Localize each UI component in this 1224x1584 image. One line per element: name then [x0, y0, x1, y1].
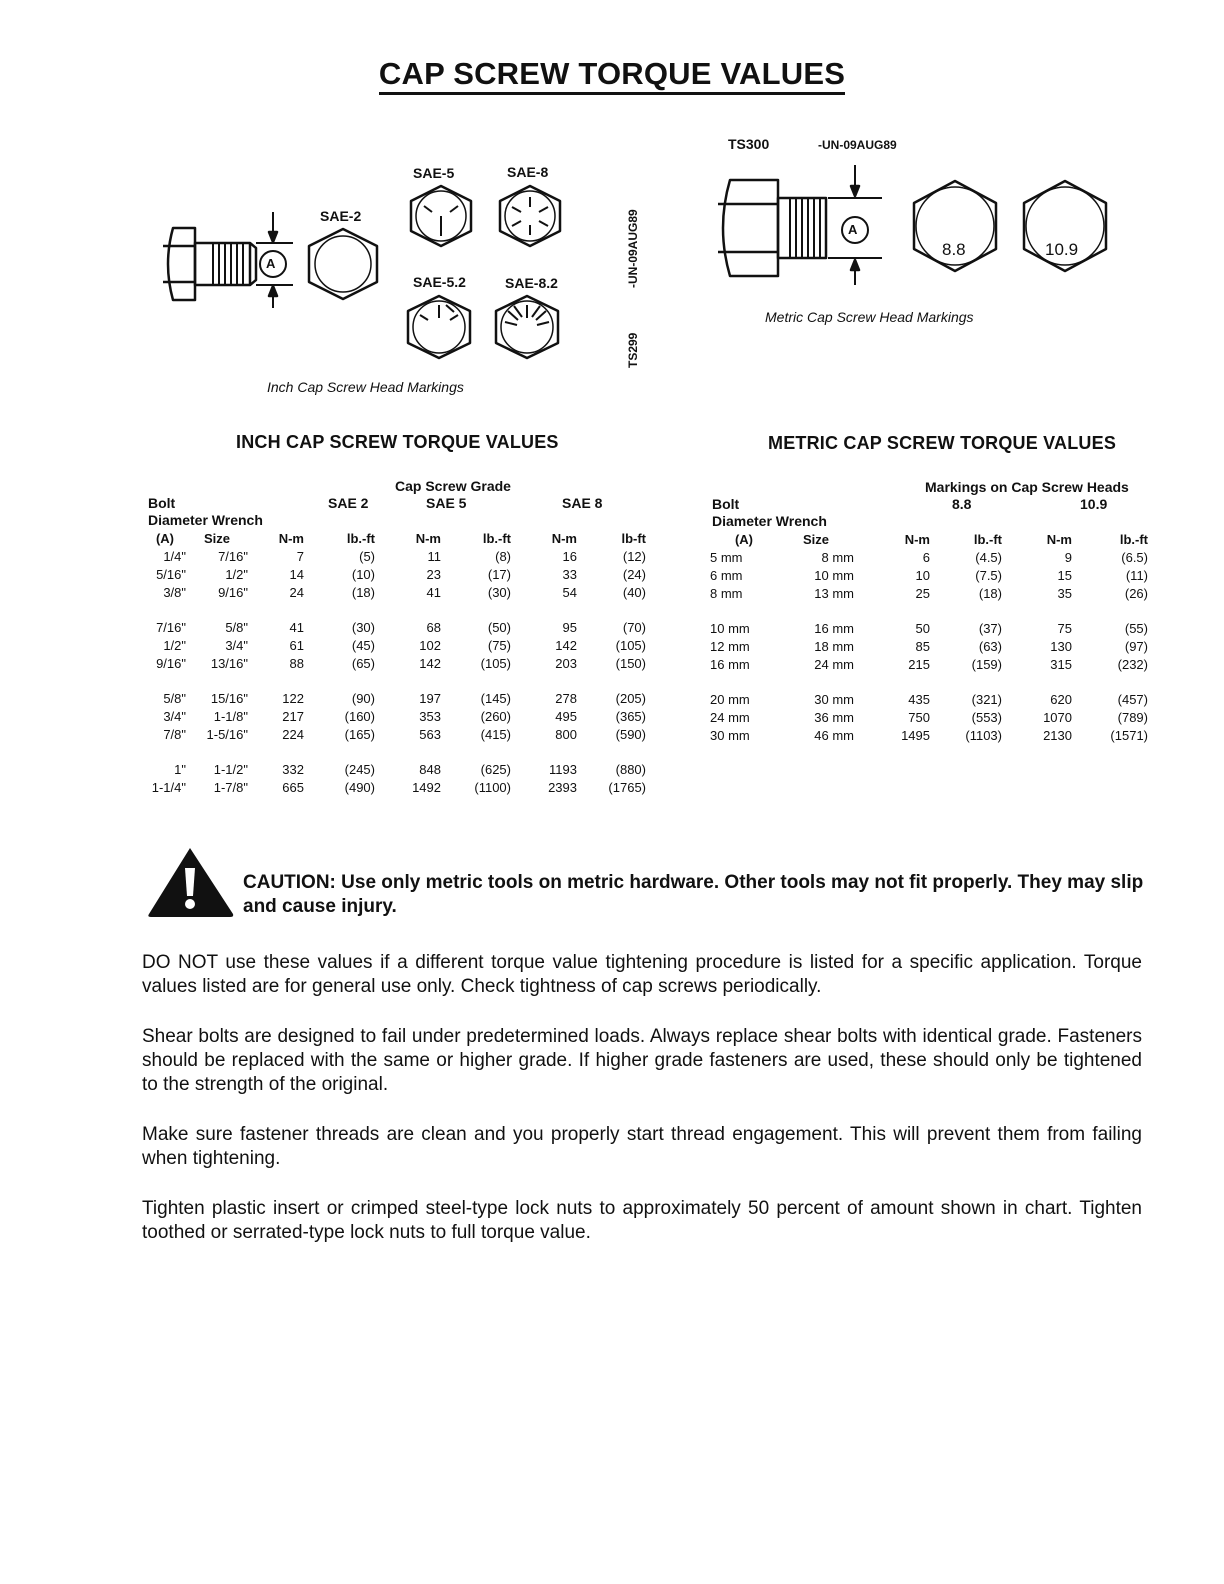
inch-table-cell: (50)	[487, 620, 511, 635]
inch-table-cell: 1/4"	[163, 549, 186, 564]
inch-table-cell: (17)	[487, 567, 511, 582]
inch-table-cell: 1/2"	[225, 567, 248, 582]
inch-table-cell: (490)	[344, 780, 375, 795]
sae-8-2-label: SAE-8.2	[505, 275, 558, 291]
paragraph-lock-nuts: Tighten plastic insert or crimped steel-type lock nuts to approximately 50 percent of amount shown in chart. Tighten toothed or serrated-type lock nuts to full torque value.	[142, 1198, 1142, 1243]
inch-table-cell: (30)	[351, 620, 375, 635]
inch-table-cell: 5/8"	[163, 691, 186, 706]
metric-table-cell: 36 mm	[814, 710, 854, 725]
inch-table-cell: (8)	[495, 549, 511, 564]
metric-table-cell: 620	[1050, 692, 1072, 707]
metric-table-grade-10-9: 10.9	[1080, 496, 1108, 512]
inch-table-diam-wrench-label: Diameter Wrench	[148, 512, 263, 528]
inch-table-cell: 13/16"	[210, 656, 248, 671]
inch-table-grade-sae2: SAE 2	[328, 495, 369, 511]
inch-table-cell: 3/4"	[163, 709, 186, 724]
inch-table-cell: 122	[282, 691, 304, 706]
inch-table-cell: 1/2"	[163, 638, 186, 653]
inch-table-cell: 1193	[549, 762, 577, 777]
inch-figure-code: TS299	[626, 332, 640, 368]
inch-table-row	[144, 566, 646, 584]
inch-table-row	[144, 726, 646, 744]
metric-table-cell: 46 mm	[814, 728, 854, 743]
inch-table-cell: (24)	[622, 567, 646, 582]
metric-table-cell: (232)	[1117, 657, 1148, 672]
metric-table-cell: 12 mm	[710, 639, 750, 654]
inch-table-cell: 88	[289, 656, 304, 671]
metric-table-cell: 750	[908, 710, 930, 725]
metric-column-header: lb.-ft	[973, 532, 1002, 547]
metric-table-cell: 13 mm	[814, 586, 854, 601]
inch-table-cell: 54	[562, 585, 577, 600]
metric-table-cell: (11)	[1125, 568, 1148, 583]
metric-table-cell: (789)	[1117, 710, 1148, 725]
metric-table-cell: 8 mm	[821, 550, 854, 565]
inch-table-cell: 7/16"	[218, 549, 248, 564]
inch-table-cell: 7	[296, 549, 304, 564]
inch-table-cell: (245)	[344, 762, 375, 777]
metric-table-cell: 6 mm	[710, 568, 743, 583]
inch-row-spacer	[144, 673, 646, 690]
sae-5-label: SAE-5	[413, 165, 455, 181]
metric-table-cell: 215	[908, 657, 930, 672]
caution-text: CAUTION: Use only metric tools on metric hardware. Other tools may not fit properly. They may slip and cause injury.	[243, 872, 1144, 917]
metric-table-cell: (321)	[971, 692, 1002, 707]
metric-table-diam-wrench-label: Diameter Wrench	[712, 513, 827, 529]
metric-dimension-marker: A	[848, 222, 858, 237]
inch-table-cell: 1-1/8"	[213, 709, 248, 724]
inch-table-cell: 16	[562, 549, 577, 564]
inch-table-cell: 95	[562, 620, 577, 635]
sae-2-label: SAE-2	[320, 208, 362, 224]
metric-table-bolt-label: Bolt	[712, 496, 740, 512]
inch-table-cell: (5)	[359, 549, 375, 564]
inch-dimension-marker: A	[266, 256, 276, 271]
metric-row-spacer	[710, 603, 1148, 620]
metric-table-cell: 25	[915, 586, 930, 601]
metric-column-header: N-m	[904, 532, 930, 547]
metric-table-cell: 1495	[901, 728, 930, 743]
metric-table-row	[710, 709, 1148, 727]
metric-row-spacer	[710, 674, 1148, 691]
inch-table-cell: (160)	[344, 709, 375, 724]
inch-bolt-side-view-icon	[163, 228, 256, 300]
inch-table-cell: 14	[289, 567, 304, 582]
inch-table-cell: 353	[419, 709, 441, 724]
sae-5-2-label: SAE-5.2	[413, 274, 466, 290]
metric-table-cell: (37)	[978, 621, 1002, 636]
inch-table-cell: (105)	[480, 656, 511, 671]
inch-table-row	[144, 779, 646, 797]
metric-table-cell: 18 mm	[814, 639, 854, 654]
inch-table-cell: (10)	[351, 567, 375, 582]
metric-table-cell: 10 mm	[814, 568, 854, 583]
inch-table-cell: (625)	[480, 762, 511, 777]
metric-table-title: METRIC CAP SCREW TORQUE VALUES	[768, 433, 1117, 453]
inch-table-cell: 1-1/4"	[151, 780, 186, 795]
metric-table-cell: 435	[908, 692, 930, 707]
inch-table-cell: (145)	[480, 691, 511, 706]
metric-table-cell: 24 mm	[710, 710, 750, 725]
inch-table-cell: 197	[419, 691, 441, 706]
inch-table-cell: (70)	[622, 620, 646, 635]
inch-table-cell: 24	[289, 585, 304, 600]
inch-table-group-header: Cap Screw Grade	[395, 478, 511, 494]
metric-table-cell: 75	[1057, 621, 1072, 636]
inch-table-cell: 278	[555, 691, 577, 706]
metric-column-header: Size	[802, 532, 829, 547]
metric-table-row	[710, 549, 1148, 567]
metric-table-row	[710, 620, 1148, 638]
metric-table-cell: (18)	[978, 586, 1002, 601]
inch-table-cell: 33	[562, 567, 577, 582]
inch-column-header: N-m	[551, 531, 577, 546]
inch-table-cell: 68	[426, 620, 441, 635]
inch-table-cell: (260)	[480, 709, 511, 724]
metric-table-cell: 15	[1057, 568, 1072, 583]
inch-table-cell: 7/8"	[163, 727, 186, 742]
inch-column-header: lb-ft	[621, 531, 646, 546]
inch-table-cell: 61	[289, 638, 304, 653]
inch-table-cell: 5/16"	[156, 567, 186, 582]
inch-table-cell: 563	[419, 727, 441, 742]
inch-table-cell: 11	[427, 549, 441, 564]
inch-table-cell: (1765)	[608, 780, 646, 795]
inch-table-cell: 665	[282, 780, 304, 795]
inch-table-row	[144, 761, 646, 779]
inch-column-header: N-m	[415, 531, 441, 546]
inch-table-cell: (65)	[351, 656, 375, 671]
metric-table-row	[710, 638, 1148, 656]
inch-table-cell: (365)	[615, 709, 646, 724]
metric-table-cell: (6.5)	[1121, 550, 1148, 565]
metric-column-header: N-m	[1046, 532, 1072, 547]
inch-table-cell: (150)	[615, 656, 646, 671]
inch-figure-side-code: -UN-09AUG89	[626, 209, 640, 288]
metric-table-row	[710, 691, 1148, 709]
inch-table-cell: 7/16"	[156, 620, 186, 635]
sae-8-head-icon	[500, 186, 560, 246]
inch-table-row	[144, 637, 646, 655]
metric-figure-code: TS300	[728, 136, 770, 152]
inch-column-header: N-m	[278, 531, 304, 546]
inch-table-cell: 217	[282, 709, 304, 724]
metric-table-cell: 1070	[1043, 710, 1072, 725]
metric-table-cell: (55)	[1124, 621, 1148, 636]
metric-table-cell: (97)	[1124, 639, 1148, 654]
inch-table-cell: (12)	[622, 549, 646, 564]
metric-table-cell: (159)	[971, 657, 1002, 672]
inch-row-spacer	[144, 744, 646, 761]
inch-table-cell: (18)	[351, 585, 375, 600]
inch-table-cell: 495	[555, 709, 577, 724]
sae-2-head-icon	[309, 229, 377, 299]
metric-table-cell: (553)	[971, 710, 1002, 725]
inch-table-cell: (90)	[351, 691, 375, 706]
metric-table-cell: (63)	[978, 639, 1002, 654]
inch-table-cell: 1-1/2"	[213, 762, 248, 777]
inch-table-row	[144, 619, 646, 637]
inch-column-header: Size	[203, 531, 230, 546]
inch-table-cell: (40)	[622, 585, 646, 600]
inch-column-header: lb.-ft	[482, 531, 511, 546]
inch-table-cell: 41	[289, 620, 304, 635]
inch-figure-caption: Inch Cap Screw Head Markings	[267, 379, 464, 395]
metric-table-cell: 16 mm	[814, 621, 854, 636]
inch-table-cell: (165)	[344, 727, 375, 742]
metric-table-cell: 5 mm	[710, 550, 743, 565]
metric-table-cell: 85	[915, 639, 930, 654]
metric-torque-table	[710, 531, 1148, 745]
metric-column-header: lb.-ft	[1119, 532, 1148, 547]
inch-table-cell: 9/16"	[156, 656, 186, 671]
inch-column-header: lb.-ft	[346, 531, 375, 546]
inch-table-row	[144, 584, 646, 602]
inch-table-cell: (30)	[487, 585, 511, 600]
inch-table-cell: (75)	[487, 638, 511, 653]
inch-table-cell: 41	[426, 585, 441, 600]
metric-table-cell: 16 mm	[710, 657, 750, 672]
metric-table-cell: 130	[1050, 639, 1072, 654]
metric-column-header-row	[710, 531, 1148, 549]
metric-figure-side-code: -UN-09AUG89	[818, 138, 897, 152]
grade-8-8-label: 8.8	[942, 240, 966, 259]
inch-table-cell: 1"	[174, 762, 186, 777]
metric-table-row	[710, 727, 1148, 745]
metric-table-cell: 8 mm	[710, 586, 743, 601]
inch-table-cell: 332	[282, 762, 304, 777]
inch-table-cell: (590)	[615, 727, 646, 742]
inch-table-cell: 800	[555, 727, 577, 742]
metric-table-grade-8-8: 8.8	[952, 496, 972, 512]
metric-table-cell: (7.5)	[975, 568, 1002, 583]
inch-table-cell: 3/8"	[163, 585, 186, 600]
warning-triangle-icon	[146, 846, 236, 918]
metric-table-cell: (1103)	[965, 728, 1002, 743]
inch-column-header-row	[144, 530, 646, 548]
metric-table-cell: (4.5)	[975, 550, 1002, 565]
inch-torque-table	[144, 530, 646, 797]
inch-table-cell: (105)	[615, 638, 646, 653]
metric-table-cell: 315	[1050, 657, 1072, 672]
inch-table-grade-sae5: SAE 5	[426, 495, 467, 511]
inch-table-cell: (45)	[351, 638, 375, 653]
inch-table-cell: 5/8"	[225, 620, 248, 635]
metric-table-row	[710, 567, 1148, 585]
inch-table-row	[144, 708, 646, 726]
inch-table-cell: 9/16"	[218, 585, 248, 600]
metric-table-cell: 30 mm	[710, 728, 750, 743]
inch-table-cell: 2393	[548, 780, 577, 795]
inch-table-cell: 848	[419, 762, 441, 777]
metric-column-header: (A)	[734, 532, 754, 547]
metric-table-cell: (1571)	[1110, 728, 1148, 743]
inch-table-cell: (1100)	[474, 780, 511, 795]
inch-table-cell: 23	[426, 567, 441, 582]
inch-table-title: INCH CAP SCREW TORQUE VALUES	[236, 432, 559, 452]
inch-table-grade-sae8: SAE 8	[562, 495, 603, 511]
grade-10-9-label: 10.9	[1045, 240, 1079, 259]
metric-bolt-side-view-icon	[718, 180, 826, 276]
metric-table-cell: 10	[915, 568, 930, 583]
metric-table-group-header: Markings on Cap Screw Heads	[925, 479, 1129, 495]
metric-table-cell: 30 mm	[814, 692, 854, 707]
metric-table-cell: 20 mm	[710, 692, 750, 707]
inch-table-cell: 102	[419, 638, 441, 653]
metric-table-cell: 50	[915, 621, 930, 636]
metric-table-cell: (457)	[1117, 692, 1148, 707]
paragraph-fastener-threads: Make sure fastener threads are clean and you properly start thread engagement. This will prevent them from failing when tightening.	[142, 1124, 1142, 1169]
inch-row-spacer	[144, 602, 646, 619]
inch-column-header: (A)	[155, 531, 175, 546]
inch-table-cell: 1492	[412, 780, 441, 795]
sae-8-label: SAE-8	[507, 164, 549, 180]
inch-table-row	[144, 548, 646, 566]
metric-table-cell: 24 mm	[814, 657, 854, 672]
inch-table-row	[144, 690, 646, 708]
inch-table-row	[144, 655, 646, 673]
metric-table-row	[710, 656, 1148, 674]
inch-table-cell: (415)	[480, 727, 511, 742]
page-title-text: CAP SCREW TORQUE VALUES	[379, 56, 845, 95]
metric-table-cell: 10 mm	[710, 621, 750, 636]
metric-table-cell: 6	[922, 550, 930, 565]
inch-table-cell: 1-7/8"	[213, 780, 248, 795]
inch-table-cell: 15/16"	[210, 691, 248, 706]
inch-table-cell: 142	[419, 656, 441, 671]
inch-table-cell: (205)	[615, 691, 646, 706]
paragraph-do-not-use: DO NOT use these values if a different torque value tightening procedure is listed for a specific application. Torque values listed are for general use only. Check tightness of cap screws periodically.	[142, 952, 1142, 997]
metric-table-row	[710, 585, 1148, 603]
paragraph-shear-bolts: Shear bolts are designed to fail under predetermined loads. Always replace shear bolts with identical grade. Fasteners should be replaced with the same or higher grade. If higher grade fasteners are used, these should only be tightened to the strength of the original.	[142, 1026, 1142, 1095]
inch-table-cell: 1-5/16"	[206, 727, 248, 742]
metric-table-cell: 2130	[1043, 728, 1072, 743]
inch-table-cell: 3/4"	[225, 638, 248, 653]
inch-table-cell: 224	[282, 727, 304, 742]
inch-table-cell: 203	[555, 656, 577, 671]
inch-table-cell: (880)	[615, 762, 646, 777]
inch-table-cell: 142	[555, 638, 577, 653]
metric-table-cell: 9	[1064, 550, 1072, 565]
metric-table-cell: (26)	[1124, 586, 1148, 601]
metric-figure-caption: Metric Cap Screw Head Markings	[765, 309, 974, 325]
inch-table-bolt-label: Bolt	[148, 495, 176, 511]
metric-table-cell: 35	[1057, 586, 1072, 601]
